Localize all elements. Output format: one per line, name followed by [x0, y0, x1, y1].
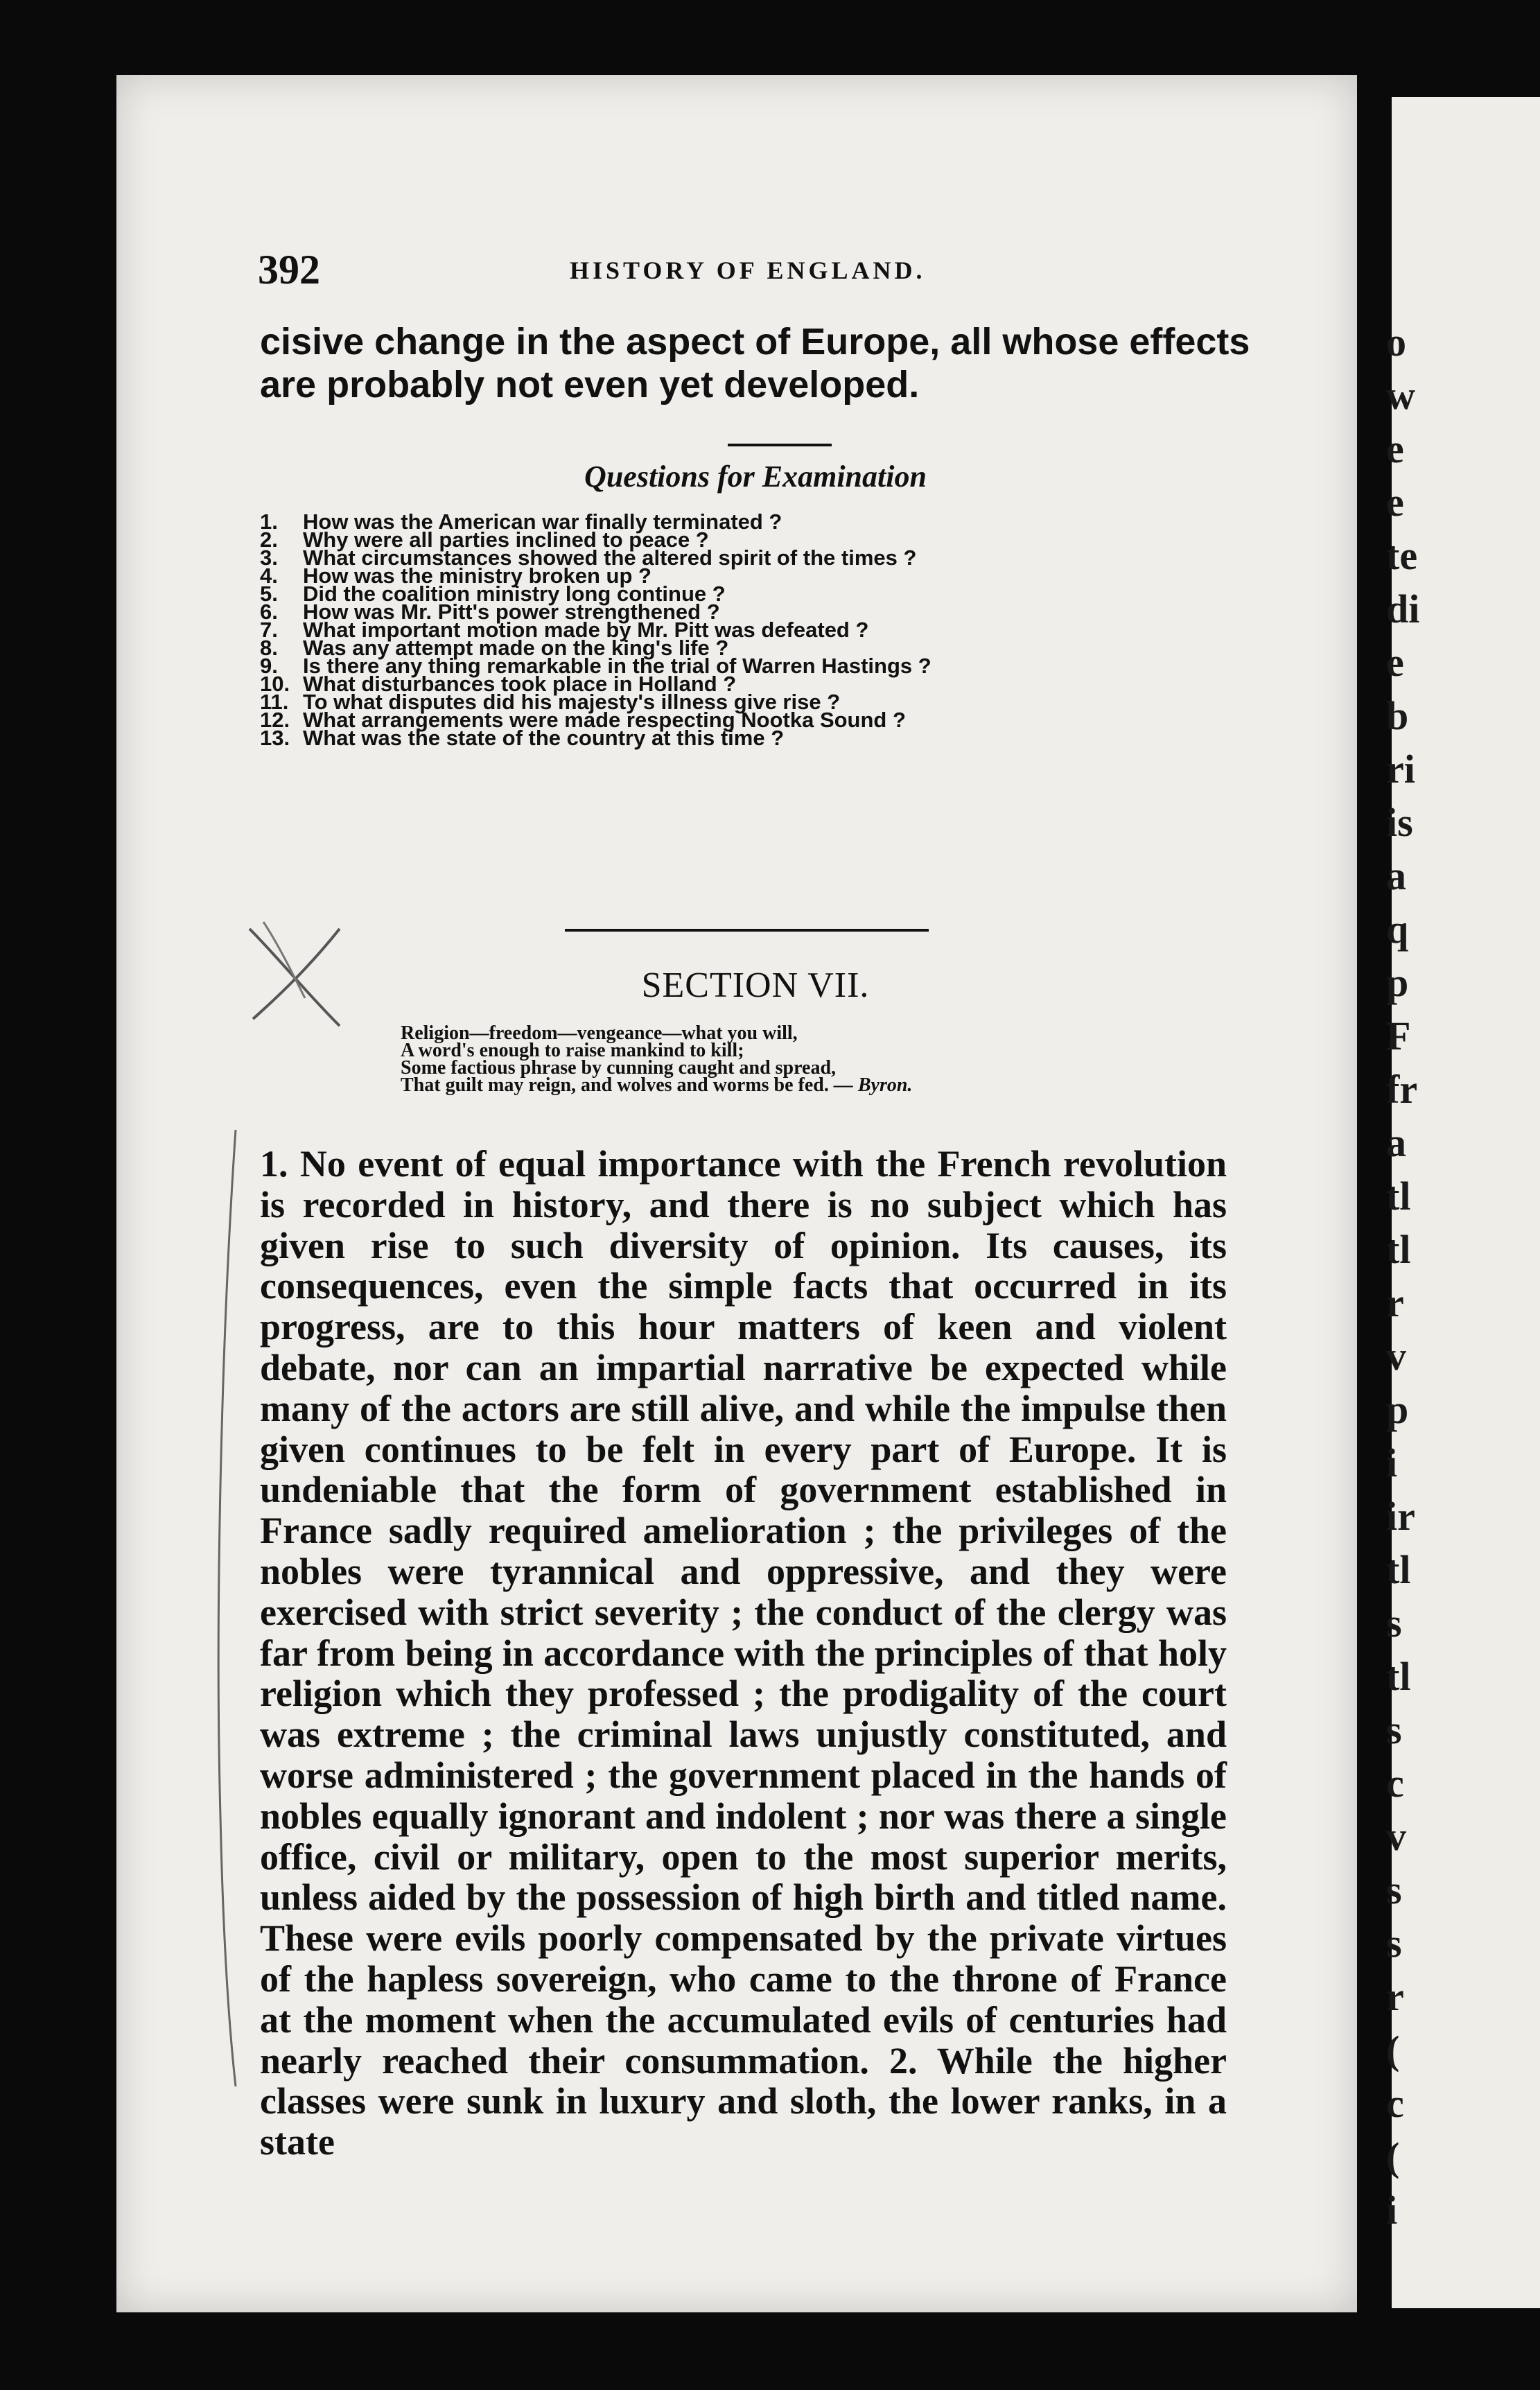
- question-number: 12.: [260, 708, 290, 732]
- adjacent-page-fragment: s: [1386, 1867, 1402, 1912]
- question-item: [260, 726, 1251, 750]
- adjacent-page-fragment: a: [1386, 853, 1406, 898]
- question-number: 9.: [260, 654, 278, 678]
- epigraph-line: A word's enough to raise mankind to kill;: [401, 1040, 744, 1061]
- question-text: What important motion made by Mr. Pitt was defeated ?: [303, 618, 869, 642]
- adjacent-page-fragment: w: [1386, 373, 1415, 418]
- question-text: To what disputes did his majesty's illness give rise ?: [303, 690, 841, 714]
- adjacent-page-fragment: tl: [1386, 1174, 1411, 1219]
- adjacent-page-fragment: o: [1386, 320, 1406, 365]
- adjacent-page-fragment: di: [1386, 586, 1420, 631]
- question-text: What circumstances showed the altered spirit of the times ?: [303, 546, 917, 570]
- question-number: 3.: [260, 546, 278, 570]
- question-text: Did the coalition ministry long continue ?: [303, 582, 726, 606]
- adjacent-page-fragment: tl: [1386, 1654, 1411, 1699]
- running-head: HISTORY OF ENGLAND.: [570, 256, 926, 284]
- adjacent-page-fragment: e: [1386, 640, 1404, 685]
- adjacent-page-fragment: F: [1386, 1013, 1411, 1058]
- adjacent-page-fragment: (: [1386, 2027, 1400, 2073]
- adjacent-page-fragment: tl: [1386, 1227, 1411, 1272]
- adjacent-page-fragment: s: [1386, 1921, 1402, 1966]
- pencil-margin-line: [208, 1123, 250, 2093]
- short-divider: [728, 444, 832, 446]
- question-number: 7.: [260, 618, 278, 642]
- section-divider: [565, 929, 929, 932]
- epigraph-attribution: — Byron.: [833, 1074, 913, 1096]
- epigraph-last-line: That guilt may reign, and wolves and worms be fed.: [401, 1074, 829, 1096]
- adjacent-page-fragment: tl: [1386, 1547, 1411, 1592]
- question-number: 11.: [260, 690, 289, 714]
- question-text: How was the American war finally terminated ?: [303, 509, 782, 534]
- adjacent-page-fragment: ri: [1386, 747, 1415, 792]
- epigraph-line: Some factious phrase by cunning caught and spread,: [401, 1057, 837, 1079]
- adjacent-page-fragment: c: [1386, 1761, 1404, 1806]
- question-text: What was the state of the country at this time ?: [303, 726, 785, 750]
- page-header: [258, 246, 1249, 293]
- question-text: Is there any thing remarkable in the trial of Warren Hastings ?: [303, 654, 931, 678]
- adjacent-page-fragment: is: [1386, 800, 1413, 845]
- epigraph-line: Religion—freedom—vengeance—what you will,: [401, 1022, 798, 1044]
- section-title: SECTION VII.: [641, 966, 870, 1005]
- question-text: How was the ministry broken up ?: [303, 564, 651, 588]
- epigraph: [401, 1024, 1246, 1094]
- adjacent-page-fragment: te: [1386, 533, 1418, 578]
- adjacent-page-fragment: (: [1386, 2134, 1400, 2179]
- adjacent-page-strip: [1386, 97, 1540, 2308]
- question-number: 13.: [260, 726, 290, 750]
- section-body-text: 1. No event of equal importance with the French revolution is recorded in history, and there is no subject which has given rise to such diversity of opinion. Its causes, its consequences, even the simple facts that occurred in its progress, are to this hour matters of keen and violent debate, nor can an impartial narrative be expected while many of the actors are still alive, and while the impulse then given continues to be felt in every part of Europe. It is undeniable that the form of government established in France sadly required amelioration ; the privileges of the nobles were tyrannical and oppressive, and they were exercised with strict severity ; the conduct of the clergy was far from being in accordance with the principles of that holy religion which they professed ; the prodigality of the court was extreme ; the criminal laws unjustly constituted, and worse administered ; the government placed in the hands of nobles equally ignorant and indolent ; nor was there a single office, civil or military, open to the most superior merits, unless aided by the possession of high birth and titled name. These were evils poorly compensated by the private virtues of the hapless sovereign, who came to the throne of France at the moment when the accumulated evils of centuries had nearly reached their consummation. 2. While the higher classes were sunk in luxury and sloth, the lower ranks, in a state: [260, 1143, 1227, 2163]
- adjacent-page-fragment: r: [1386, 1974, 1404, 2019]
- question-number: 5.: [260, 582, 278, 606]
- question-text: Why were all parties inclined to peace ?: [303, 527, 709, 552]
- adjacent-page-fragment: p: [1386, 1387, 1409, 1432]
- question-text: What arrangements were made respecting Nootka Sound ?: [303, 708, 906, 732]
- adjacent-page-fragment: a: [1386, 1120, 1406, 1165]
- questions-list: [260, 509, 1251, 750]
- adjacent-page-fragment: e: [1386, 426, 1404, 471]
- intro-paragraph: cisive change in the aspect of Europe, all whose effects are probably not even yet developed.: [260, 321, 1250, 405]
- adjacent-page-fragment: e: [1386, 480, 1404, 525]
- adjacent-page-fragment: q: [1386, 907, 1409, 952]
- question-text: Was any attempt made on the king's life ?: [303, 636, 729, 660]
- question-number: 6.: [260, 600, 278, 624]
- adjacent-page-fragment: fr: [1386, 1067, 1418, 1112]
- question-number: 4.: [260, 564, 278, 588]
- question-text: What disturbances took place in Holland ?: [303, 672, 737, 696]
- adjacent-page-fragment: s: [1386, 1707, 1402, 1752]
- adjacent-page-fragment: i: [1386, 1440, 1398, 1485]
- question-number: 2.: [260, 527, 278, 552]
- adjacent-page-fragment: v: [1386, 1334, 1406, 1379]
- page-number: 392: [258, 247, 320, 293]
- question-text: How was Mr. Pitt's power strengthened ?: [303, 600, 720, 624]
- adjacent-page-fragment: v: [1386, 1814, 1406, 1859]
- adjacent-page-fragment: s: [1386, 1600, 1402, 1646]
- question-number: 1.: [260, 509, 278, 534]
- adjacent-page-fragment: p: [1386, 960, 1409, 1005]
- question-number: 10.: [260, 672, 290, 696]
- epigraph-line: [401, 1076, 1246, 1094]
- adjacent-page-fragment: ir: [1386, 1494, 1415, 1539]
- adjacent-page-fragment: r: [1386, 1280, 1404, 1325]
- adjacent-page-fragment: c: [1386, 2081, 1404, 2126]
- adjacent-page-fragment: i: [1386, 2188, 1398, 2233]
- question-number: 8.: [260, 636, 278, 660]
- questions-title: Questions for Examination: [584, 460, 927, 494]
- adjacent-page-fragment: b: [1386, 693, 1409, 738]
